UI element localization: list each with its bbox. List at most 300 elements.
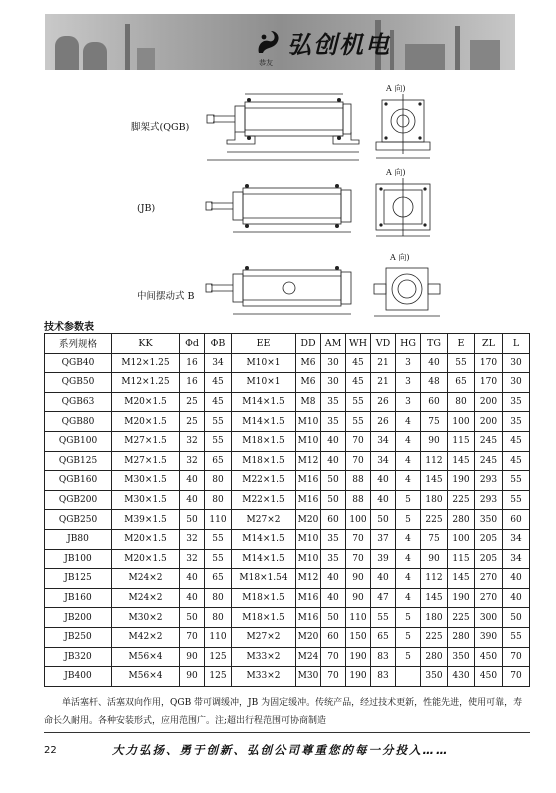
table-cell: 125 (205, 667, 232, 687)
table-cell: 180 (421, 608, 448, 628)
table-cell: M56×4 (112, 667, 180, 687)
column-header: DD (296, 334, 321, 354)
column-header: E (448, 334, 475, 354)
table-cell: M14×1.5 (232, 529, 296, 549)
table-cell: 40 (371, 471, 396, 491)
table-cell: 100 (448, 529, 475, 549)
table-cell: 450 (475, 647, 503, 667)
table-cell: 55 (205, 431, 232, 451)
table-cell: 80 (205, 471, 232, 491)
table-cell: M16 (296, 490, 321, 510)
table-cell: 70 (346, 549, 371, 569)
table-cell: 65 (205, 569, 232, 589)
table-cell: 55 (503, 490, 530, 510)
table-row (45, 431, 530, 451)
table-cell: M10×1 (232, 373, 296, 393)
table-cell: 4 (396, 529, 421, 549)
chimney-graphic (455, 26, 460, 70)
table-cell: 125 (205, 647, 232, 667)
figure-label-jb: (JB) (137, 203, 156, 214)
cooling-tower-graphic (83, 42, 107, 70)
table-cell: 40 (503, 588, 530, 608)
chimney-graphic (125, 24, 130, 70)
table-cell: M20 (296, 510, 321, 530)
table-cell: 110 (205, 510, 232, 530)
table-header-row (45, 334, 530, 354)
page-number: 22 (44, 745, 57, 756)
table-cell: 16 (180, 353, 205, 373)
table-cell: 60 (503, 510, 530, 530)
table-cell: 145 (421, 588, 448, 608)
table-row (45, 627, 530, 647)
table-cell: M6 (296, 353, 321, 373)
table-cell: 225 (448, 608, 475, 628)
table-cell: 80 (448, 392, 475, 412)
table-cell: 3 (396, 392, 421, 412)
table-cell: M24×2 (112, 569, 180, 589)
table-cell: 205 (475, 549, 503, 569)
table-cell: M12 (296, 451, 321, 471)
view-a-label-1: A 向) (386, 84, 406, 93)
table-cell: 32 (180, 431, 205, 451)
table-cell: M10 (296, 529, 321, 549)
table-cell: 40 (371, 490, 396, 510)
table-row (45, 647, 530, 667)
table-cell: 30 (321, 353, 346, 373)
table-cell: 150 (346, 627, 371, 647)
figure-label-qgb: 脚架式(QGB) (131, 122, 190, 133)
table-cell: 70 (346, 431, 371, 451)
table-cell: 35 (321, 529, 346, 549)
table-cell: 25 (180, 412, 205, 432)
table-cell: QGB100 (45, 431, 112, 451)
table-cell: 145 (448, 451, 475, 471)
table-cell: 225 (421, 510, 448, 530)
column-header: TG (421, 334, 448, 354)
table-cell: 60 (321, 627, 346, 647)
table-cell: 70 (503, 647, 530, 667)
table-cell: 25 (180, 392, 205, 412)
cooling-tower-graphic (55, 36, 79, 70)
table-cell: M14×1.5 (232, 412, 296, 432)
table-cell: 200 (475, 392, 503, 412)
column-header: ΦB (205, 334, 232, 354)
table-cell: 55 (205, 412, 232, 432)
table-cell: 55 (503, 627, 530, 647)
table-cell: M10 (296, 412, 321, 432)
table-cell: 35 (503, 392, 530, 412)
table-cell: JB400 (45, 667, 112, 687)
table-cell: 45 (503, 451, 530, 471)
jb-end-view-drawing (372, 176, 434, 242)
table-cell: QGB160 (45, 471, 112, 491)
table-cell: 350 (475, 510, 503, 530)
table-cell: M20×1.5 (112, 412, 180, 432)
table-cell: 4 (396, 431, 421, 451)
table-cell: JB100 (45, 549, 112, 569)
table-cell: 40 (180, 569, 205, 589)
table-cell: 35 (321, 412, 346, 432)
table-cell: M33×2 (232, 647, 296, 667)
table-cell: 300 (475, 608, 503, 628)
table-cell: 110 (205, 627, 232, 647)
table-cell: 112 (421, 569, 448, 589)
table-row (45, 392, 530, 412)
table-cell: M18×1.5 (232, 588, 296, 608)
table-cell: 40 (321, 451, 346, 471)
table-cell: 70 (346, 451, 371, 471)
table-row (45, 549, 530, 569)
table-cell: M30 (296, 667, 321, 687)
column-header: VD (371, 334, 396, 354)
table-cell: 115 (448, 431, 475, 451)
table-cell: 50 (321, 490, 346, 510)
brand-subtitle: 恭友 (259, 59, 273, 67)
table-cell: M14×1.5 (232, 549, 296, 569)
table-cell: 270 (475, 569, 503, 589)
table-cell: M33×2 (232, 667, 296, 687)
table-cell: 75 (421, 529, 448, 549)
table-cell: M10 (296, 431, 321, 451)
table-row (45, 412, 530, 432)
table-cell: M24 (296, 647, 321, 667)
table-cell: 26 (371, 392, 396, 412)
table-cell: M12 (296, 569, 321, 589)
table-cell: 40 (321, 569, 346, 589)
table-cell: M27×1.5 (112, 451, 180, 471)
building-graphic (470, 40, 500, 70)
table-cell: M27×2 (232, 510, 296, 530)
table-cell: 45 (205, 392, 232, 412)
table-cell: 40 (180, 588, 205, 608)
table-cell: JB320 (45, 647, 112, 667)
brand-name: 弘创机电 (287, 30, 391, 59)
table-cell: 55 (205, 549, 232, 569)
column-header: WH (346, 334, 371, 354)
table-cell: 40 (421, 353, 448, 373)
table-cell: 45 (503, 431, 530, 451)
table-row (45, 353, 530, 373)
table-cell: 170 (475, 373, 503, 393)
table-cell: 145 (421, 471, 448, 491)
jb-side-view-drawing (205, 180, 370, 242)
table-cell: M20×1.5 (112, 529, 180, 549)
table-cell: 350 (448, 647, 475, 667)
table-cell: 190 (448, 471, 475, 491)
column-header: Φd (180, 334, 205, 354)
table-cell: 90 (421, 431, 448, 451)
table-cell: 4 (396, 412, 421, 432)
table-cell: 430 (448, 667, 475, 687)
table-cell: 225 (448, 490, 475, 510)
column-header: L (503, 334, 530, 354)
table-cell: 350 (421, 667, 448, 687)
table-cell: 4 (396, 451, 421, 471)
table-cell: 45 (205, 373, 232, 393)
table-cell: 32 (180, 451, 205, 471)
table-cell: 245 (475, 451, 503, 471)
table-cell: QGB250 (45, 510, 112, 530)
table-cell: 55 (371, 608, 396, 628)
table-cell: JB200 (45, 608, 112, 628)
table-cell: M22×1.5 (232, 490, 296, 510)
table-cell: 90 (180, 667, 205, 687)
table-cell: 80 (205, 588, 232, 608)
table-cell: 70 (180, 627, 205, 647)
table-cell: 83 (371, 667, 396, 687)
table-cell: QGB63 (45, 392, 112, 412)
table-cell: JB250 (45, 627, 112, 647)
table-cell: 34 (503, 549, 530, 569)
table-cell: QGB125 (45, 451, 112, 471)
table-cell: M16 (296, 588, 321, 608)
table-cell: 50 (180, 510, 205, 530)
trunnion-side-view-drawing (205, 262, 370, 322)
table-row (45, 608, 530, 628)
table-cell: 80 (205, 608, 232, 628)
brand (255, 22, 391, 62)
table-cell: 30 (321, 373, 346, 393)
table-cell: 34 (205, 353, 232, 373)
header-banner (45, 14, 515, 70)
column-header: AM (321, 334, 346, 354)
table-cell: 47 (371, 588, 396, 608)
table-row (45, 471, 530, 491)
table-cell: 65 (448, 373, 475, 393)
qgb-end-view-drawing (372, 92, 434, 164)
table-cell: 5 (396, 627, 421, 647)
table-row (45, 451, 530, 471)
view-a-label-3: A 向) (390, 253, 410, 262)
table-cell: QGB80 (45, 412, 112, 432)
table-cell: M27×1.5 (112, 431, 180, 451)
table-cell: 200 (475, 412, 503, 432)
table-cell: 5 (396, 490, 421, 510)
table-row (45, 569, 530, 589)
table-cell: 112 (421, 451, 448, 471)
table-cell: M18×1.54 (232, 569, 296, 589)
table-cell: 35 (503, 412, 530, 432)
table-cell: M10 (296, 549, 321, 569)
column-header: KK (112, 334, 180, 354)
table-cell: M27×2 (232, 627, 296, 647)
table-row (45, 588, 530, 608)
table-cell: 21 (371, 373, 396, 393)
table-cell: 293 (475, 471, 503, 491)
table-cell: M16 (296, 471, 321, 491)
table-cell: 40 (503, 569, 530, 589)
table-cell: 30 (503, 353, 530, 373)
table-cell: 34 (371, 451, 396, 471)
table-cell: 115 (448, 549, 475, 569)
qgb-side-view-drawing (205, 88, 370, 166)
table-cell: 90 (346, 588, 371, 608)
footer-divider (44, 732, 530, 733)
table-cell: 34 (371, 431, 396, 451)
column-header: HG (396, 334, 421, 354)
table-cell: M30×1.5 (112, 471, 180, 491)
table-cell: 88 (346, 471, 371, 491)
table-cell: M24×2 (112, 588, 180, 608)
table-cell: 280 (448, 510, 475, 530)
table-cell: 55 (448, 353, 475, 373)
table-cell: 293 (475, 490, 503, 510)
table-cell: 35 (321, 549, 346, 569)
table-cell: 5 (396, 608, 421, 628)
table-cell: M30×2 (112, 608, 180, 628)
table-cell: 190 (346, 647, 371, 667)
table-cell: 90 (421, 549, 448, 569)
table-cell: 32 (180, 549, 205, 569)
table-cell: M8 (296, 392, 321, 412)
table-cell: M6 (296, 373, 321, 393)
table-cell: M30×1.5 (112, 490, 180, 510)
table-cell: M18×1.5 (232, 451, 296, 471)
table-cell: 50 (371, 510, 396, 530)
table-cell: 55 (205, 529, 232, 549)
table-cell: 83 (371, 647, 396, 667)
table-cell: M12×1.25 (112, 353, 180, 373)
table-cell: 3 (396, 353, 421, 373)
table-cell: JB160 (45, 588, 112, 608)
table-cell: 88 (346, 490, 371, 510)
table-cell: 60 (421, 392, 448, 412)
table-cell: M20×1.5 (112, 549, 180, 569)
table-cell: 5 (396, 647, 421, 667)
table-row (45, 490, 530, 510)
table-cell: 45 (346, 353, 371, 373)
table-cell: 70 (346, 529, 371, 549)
table-cell: 4 (396, 471, 421, 491)
table-cell: 40 (371, 569, 396, 589)
spec-table (44, 333, 530, 687)
table-cell: 3 (396, 373, 421, 393)
table-cell: 180 (421, 490, 448, 510)
table-cell: 48 (421, 373, 448, 393)
table-cell: M10×1 (232, 353, 296, 373)
table-cell: 16 (180, 373, 205, 393)
table-cell: M56×4 (112, 647, 180, 667)
table-cell: JB125 (45, 569, 112, 589)
table-cell: 40 (321, 431, 346, 451)
table-cell: 40 (180, 490, 205, 510)
table-cell: 450 (475, 667, 503, 687)
table-cell: 30 (503, 373, 530, 393)
table-cell: 100 (448, 412, 475, 432)
table-cell: 55 (346, 392, 371, 412)
table-cell: 145 (448, 569, 475, 589)
column-header: EE (232, 334, 296, 354)
table-cell: 40 (180, 471, 205, 491)
table-cell: 4 (396, 549, 421, 569)
table-cell: 245 (475, 431, 503, 451)
table-cell: M18×1.5 (232, 431, 296, 451)
table-cell: 60 (321, 510, 346, 530)
table-cell: 100 (346, 510, 371, 530)
table-cell: 70 (321, 667, 346, 687)
table-cell: 90 (346, 569, 371, 589)
table-cell: 4 (396, 569, 421, 589)
table-cell: 50 (321, 608, 346, 628)
table-cell: QGB200 (45, 490, 112, 510)
table-cell: 55 (503, 471, 530, 491)
table-cell: 110 (346, 608, 371, 628)
table-cell: 170 (475, 353, 503, 373)
table-cell: 80 (205, 490, 232, 510)
table-cell: 70 (321, 647, 346, 667)
table-cell: M18×1.5 (232, 608, 296, 628)
table-cell: 37 (371, 529, 396, 549)
table-cell: 190 (448, 588, 475, 608)
table-cell: 70 (503, 667, 530, 687)
table-cell: QGB40 (45, 353, 112, 373)
table-cell: QGB50 (45, 373, 112, 393)
building-graphic (405, 44, 445, 70)
table-cell: 34 (503, 529, 530, 549)
table-row (45, 667, 530, 687)
building-graphic (137, 48, 155, 70)
table-cell: M16 (296, 608, 321, 628)
table-cell: M20 (296, 627, 321, 647)
footer-slogan: 大力弘扬、勇于创新、弘创公司尊重您的每一分投入…… (112, 743, 450, 757)
table-cell: 45 (346, 373, 371, 393)
table-cell: M42×2 (112, 627, 180, 647)
table-cell: 390 (475, 627, 503, 647)
table-cell: M39×1.5 (112, 510, 180, 530)
table-cell: 32 (180, 529, 205, 549)
table-cell: 55 (346, 412, 371, 432)
table-row (45, 373, 530, 393)
column-header: 系列规格 (45, 334, 112, 354)
figure-label-trunnion: 中间摆动式 B (137, 291, 195, 302)
table-cell: M20×1.5 (112, 392, 180, 412)
table-cell: 21 (371, 353, 396, 373)
table-cell (396, 667, 421, 687)
table-cell: 205 (475, 529, 503, 549)
table-cell: 40 (321, 588, 346, 608)
table-row (45, 529, 530, 549)
table-cell: JB80 (45, 529, 112, 549)
table-cell: 50 (321, 471, 346, 491)
table-cell: 75 (421, 412, 448, 432)
table-cell: 5 (396, 510, 421, 530)
table-cell: 280 (421, 647, 448, 667)
table-cell: M14×1.5 (232, 392, 296, 412)
table-cell: 26 (371, 412, 396, 432)
table-cell: 225 (421, 627, 448, 647)
table-cell: 50 (180, 608, 205, 628)
table-cell: 39 (371, 549, 396, 569)
table-cell: 65 (205, 451, 232, 471)
table-cell: 280 (448, 627, 475, 647)
table-cell: 90 (180, 647, 205, 667)
table-row (45, 510, 530, 530)
table-cell: M12×1.25 (112, 373, 180, 393)
view-a-label-2: A 向) (386, 168, 406, 177)
table-cell: 65 (371, 627, 396, 647)
trunnion-end-view-drawing (372, 262, 442, 322)
table-cell: 35 (321, 392, 346, 412)
dragon-logo-icon (255, 27, 281, 57)
table-cell: 50 (503, 608, 530, 628)
product-note: 单活塞杆、活塞双向作用，QGB 带可调缓冲，JB 为固定缓冲。传统产品，经过技术更新，性能先进，使用可靠，寿命长久耐用。各种安装形式，应用范围广。注;超出行程范围可协商制造 (44, 698, 523, 726)
table-cell: 270 (475, 588, 503, 608)
table-cell: 4 (396, 588, 421, 608)
table-title: 技术参数表 (44, 322, 94, 333)
table-cell: M22×1.5 (232, 471, 296, 491)
table-cell: 190 (346, 667, 371, 687)
column-header: ZL (475, 334, 503, 354)
